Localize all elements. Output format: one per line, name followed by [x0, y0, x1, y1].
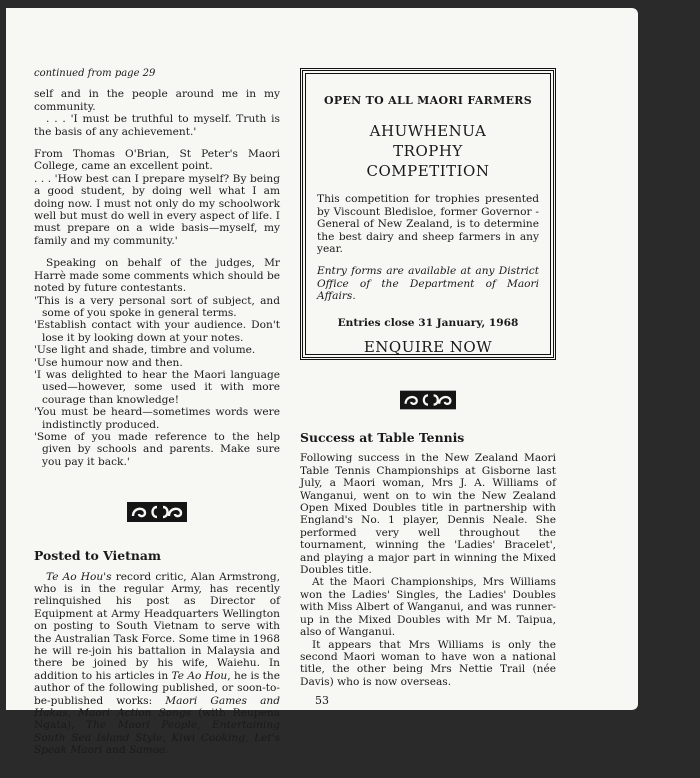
paragraph: At the Maori Championships, Mrs Williams won the Ladies' Singles, the Ladies' Doubles with Miss Albert of Wanganui, and was runner-up in the Mixed Doubles with Mr M. Taipua, also of Wanganui.: [300, 576, 556, 639]
maori-ornament-icon: [127, 502, 187, 522]
quote-line: 'Use light and shade, timbre and volume.: [34, 344, 256, 357]
paragraph: It appears that Mrs Williams is only the second Maori woman to have won a national title, the other being Mrs Nettie Trail (née Davis) who is now overseas.: [300, 638, 556, 688]
paragraph: Speaking on behalf of the judges, Mr Harrè made some comments which should be noted by future contestants.: [34, 257, 280, 295]
quote-line: 'Establish contact with your audience. Don't lose it by looking down at your notes.: [34, 319, 280, 344]
ad-forms: Entry forms are available at any District Office of the Department of Maori Affairs.: [317, 265, 539, 303]
paragraph: self and in the people around me in my community.: [34, 88, 280, 113]
paragraph: . . . 'How best can I prepare myself? By being a good student, by doing well what I am doing now. I must not only do my schoolwork well but must do well in every aspect of life. I must prepare on a wide basis—myself, my family and my community.': [34, 172, 280, 247]
paragraph: From Thomas O'Brian, St Peter's Maori College, came an excellent point.: [34, 148, 280, 173]
ad-entries-close: Entries close 31 January, 1968: [337, 316, 519, 329]
magazine-page: [6, 8, 638, 757]
paragraph: Following success in the New Zealand Maori Table Tennis Championships at Gisborne last July, a Maori woman, Mrs J. A. Williams of Wanganui, went on to win the New Zealand Open Mixed Doubles title in partnership with England's No. 1 player, Dennis Neale. She performed very well throughout the tournament, winning the 'Ladies' Bracelet', and playing a major part in winning the Mixed Doubles title.: [300, 452, 556, 577]
quote-line: 'This is a very personal sort of subject, and some of you spoke in general terms.: [34, 294, 280, 319]
ad-heading: OPEN TO ALL MAORI FARMERS: [324, 94, 532, 107]
vietnam-heading: Posted to Vietnam: [34, 548, 161, 564]
quote-line: 'Use humour now and then.: [34, 356, 183, 369]
continued-note: continued from page 29: [34, 68, 156, 79]
ahuwhenua-advertisement: [300, 68, 556, 360]
paragraph: . . . 'I must be truthful to myself. Truth is the basis of any achievement.': [34, 113, 280, 138]
vietnam-paragraph: Te Ao Hou's record critic, Alan Armstrong, who is in the regular Army, has recently relinquished his post as Director of Equipment at Army Headquarters Wellington on posting to South Vietnam to serve with the Australian Task Force. Some time in 1968 he will re-join his battalion in Malaysia and there be joined by his wife, Waiehu. In addition to his articles in Te Ao Hou, he is the author of the following published, or soon-to-be-published works: Maori Games and Hakas, Maori Action Songs (with Reupena Ngata), The Maori People, Entertaining South Sea Island Style, Kiwi Cooking, Let's Speak Maori and Samoa.: [34, 570, 280, 757]
ad-enquire: ENQUIRE NOW: [363, 338, 493, 357]
quote-line: 'Some of you made reference to the help given by schools and parents. Make sure you pay it back.': [34, 430, 280, 468]
left-column: [34, 68, 280, 757]
right-column: [300, 68, 556, 688]
maori-ornament-icon: [400, 390, 456, 410]
tennis-heading: Success at Table Tennis: [300, 430, 465, 445]
quote-line: 'You must be heard—sometimes words were indistinctly produced.: [34, 406, 280, 431]
quote-line: 'I was delighted to hear the Maori language used—however, some used it with more courage than knowledge!: [34, 368, 280, 406]
ad-body: This competition for trophies presented by Viscount Bledisloe, former Governor - General of New Zealand, is to determine the best dairy and sheep farmers in any year.: [317, 193, 539, 256]
page-number: 53: [315, 694, 329, 707]
ad-title: AHUWHENUA TROPHY COMPETITION: [366, 122, 490, 181]
